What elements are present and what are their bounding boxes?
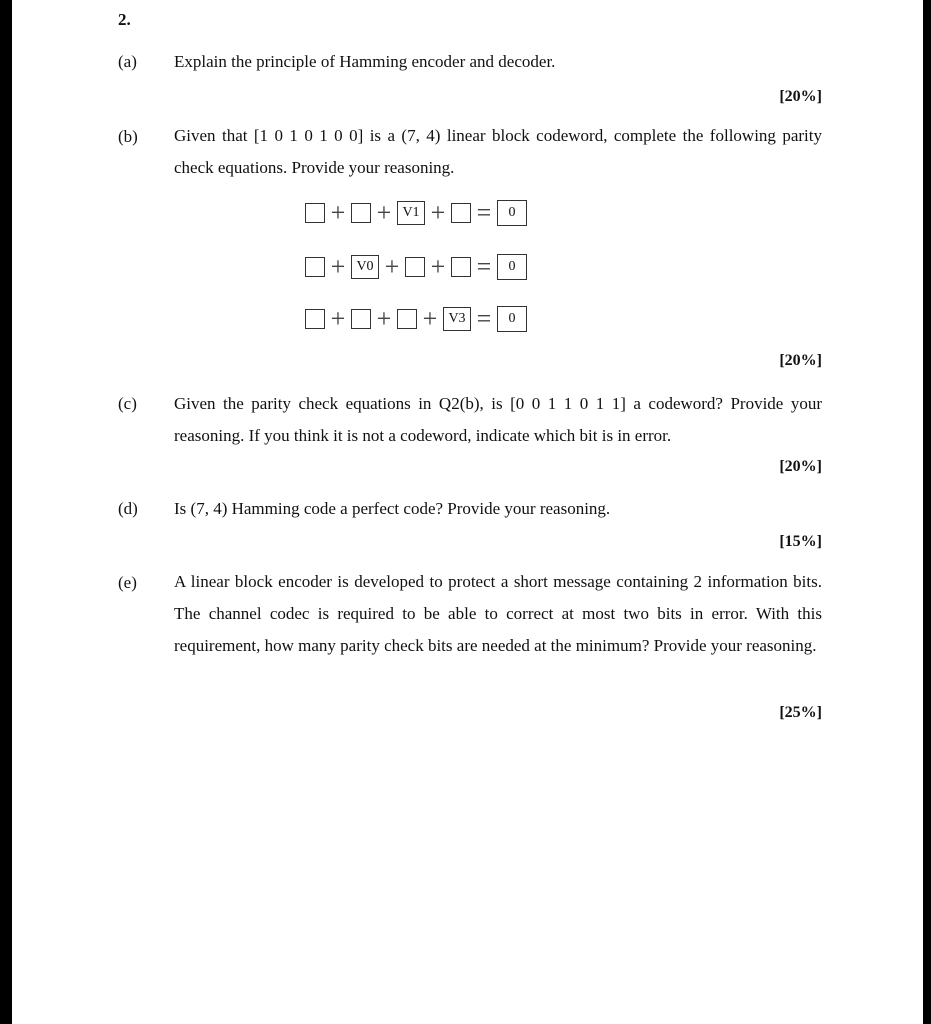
blank-term-box[interactable]	[451, 203, 471, 223]
plus-sign: +	[330, 252, 346, 281]
question-number: 2.	[118, 10, 131, 29]
part-a-label: (a)	[118, 52, 137, 71]
plus-sign: +	[430, 252, 446, 281]
part-d-text: Is (7, 4) Hamming code a perfect code? Provide your reasoning.	[174, 499, 611, 518]
plus-sign: +	[384, 252, 400, 281]
equation-result-box: 0	[497, 200, 527, 226]
equation-row	[305, 252, 527, 282]
part-b-label: (b)	[118, 127, 138, 146]
part-d-label: (d)	[118, 499, 138, 518]
part-b-text: Given that [1 0 1 0 1 0 0] is a (7, 4) linear block codeword, complete the following parity check equations. Provide your reasoning.	[174, 126, 822, 177]
plus-sign: +	[330, 304, 346, 333]
blank-term-box[interactable]	[451, 257, 471, 277]
blank-term-box[interactable]	[397, 309, 417, 329]
equation-result-box: 0	[497, 306, 527, 332]
plus-sign: +	[422, 304, 438, 333]
equals-sign: =	[476, 252, 492, 281]
plus-sign: +	[376, 198, 392, 227]
part-b-mark: [20%]	[779, 352, 822, 369]
page-edge-left	[0, 0, 12, 1024]
blank-term-box[interactable]	[305, 203, 325, 223]
plus-sign: +	[430, 198, 446, 227]
part-a-mark: [20%]	[779, 88, 822, 105]
part-c-label: (c)	[118, 394, 137, 413]
blank-term-box[interactable]	[351, 309, 371, 329]
part-c-text: Given the parity check equations in Q2(b), is [0 0 1 1 0 1 1] a codeword? Provide your reasoning. If you think it is not a codeword, indicate which bit is in error.	[174, 394, 822, 445]
labeled-term-box[interactable]: V3	[443, 307, 471, 331]
blank-term-box[interactable]	[405, 257, 425, 277]
part-a-text: Explain the principle of Hamming encoder and decoder.	[174, 52, 556, 71]
labeled-term-box[interactable]: V1	[397, 201, 425, 225]
equals-sign: =	[476, 304, 492, 333]
part-e-label: (e)	[118, 573, 137, 592]
plus-sign: +	[376, 304, 392, 333]
equation-result-box: 0	[497, 254, 527, 280]
part-c-mark: [20%]	[779, 458, 822, 475]
page-edge-right	[923, 0, 931, 1024]
equation-row	[305, 198, 527, 228]
blank-term-box[interactable]	[305, 309, 325, 329]
blank-term-box[interactable]	[351, 203, 371, 223]
blank-term-box[interactable]	[305, 257, 325, 277]
equation-row	[305, 304, 527, 334]
part-e-text: A linear block encoder is developed to protect a short message containing 2 information bits. The channel codec is required to be able to correct at most two bits in error. With this requirement, how many parity check bits are needed at the minimum? Provide your reasoning.	[174, 572, 822, 655]
labeled-term-box[interactable]: V0	[351, 255, 379, 279]
equals-sign: =	[476, 198, 492, 227]
plus-sign: +	[330, 198, 346, 227]
part-d-mark: [15%]	[779, 533, 822, 550]
part-e-mark: [25%]	[779, 704, 822, 721]
